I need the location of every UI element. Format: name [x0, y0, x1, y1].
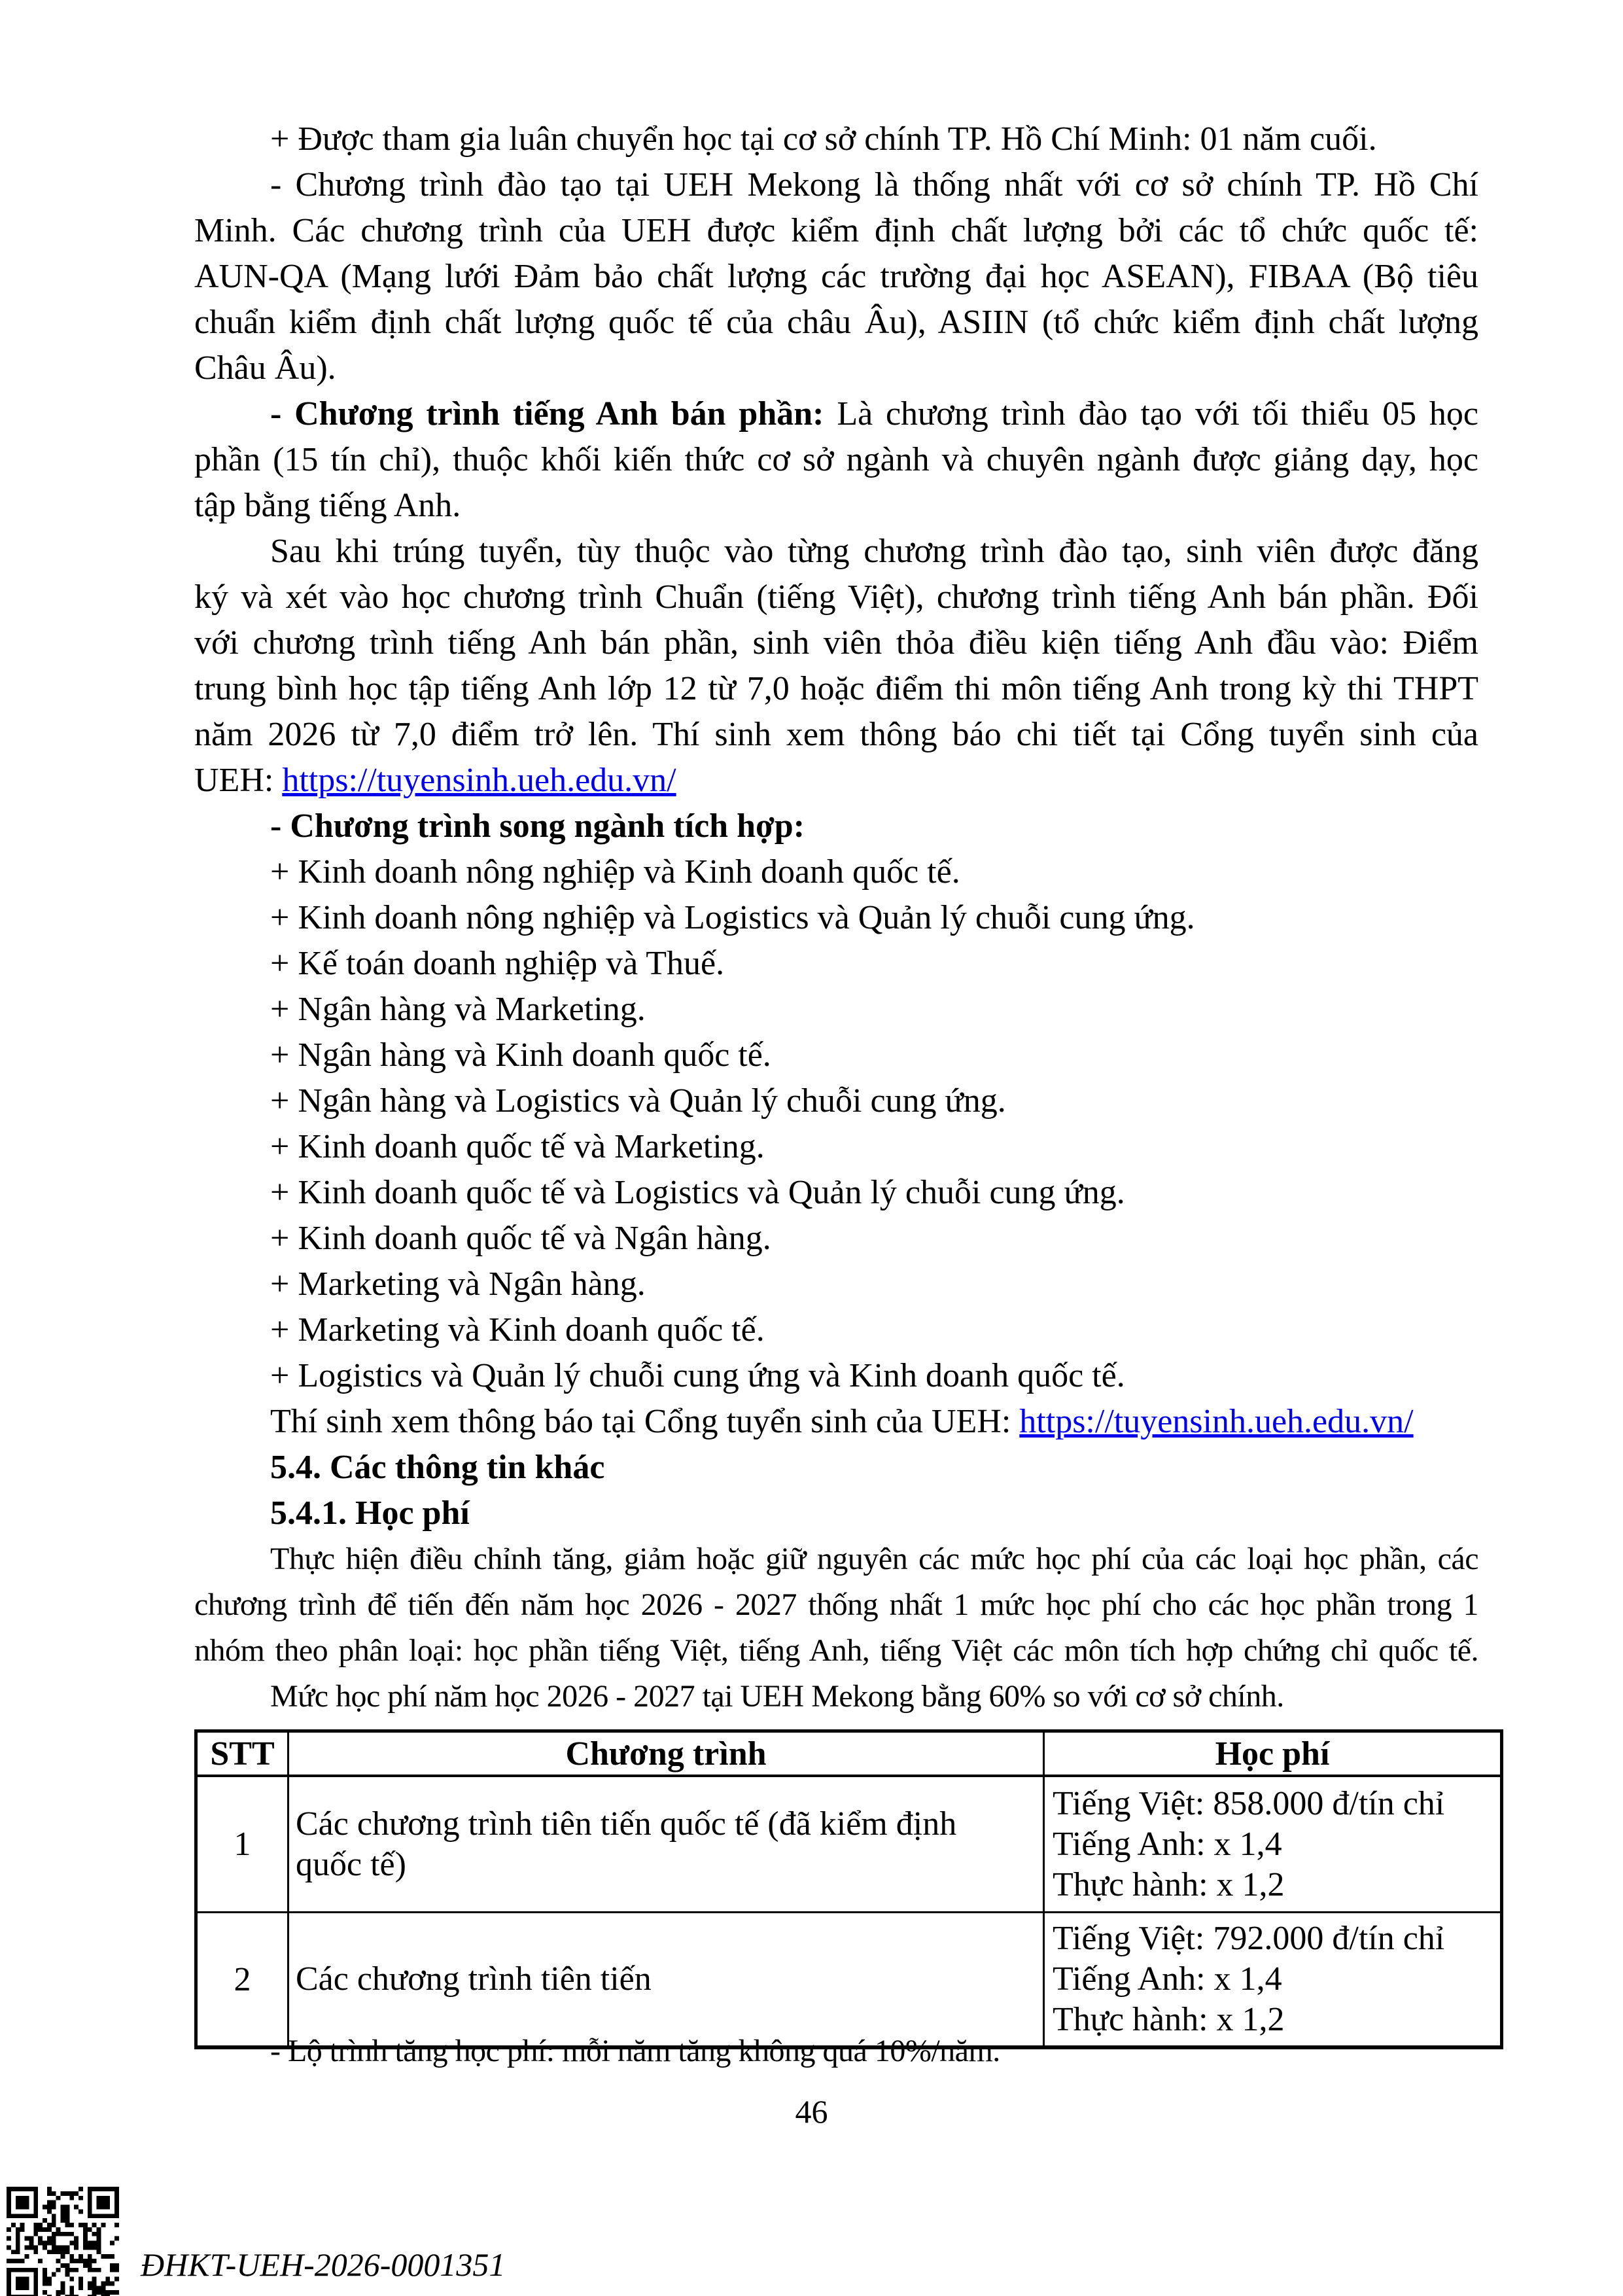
text-segment: Thực hiện điều chỉnh tăng, giảm hoặc giữ nguyên các mức học phí của các loại học phần, các — [270, 1542, 1478, 1576]
text-segment: Châu Âu). — [194, 349, 336, 387]
text-line — [194, 116, 1478, 162]
text-segment: UEH: — [194, 762, 283, 799]
text-line — [194, 254, 1478, 300]
text-segment: + Logistics và Quản lý chuỗi cung ứng và Kinh doanh quốc tế. — [270, 1357, 1125, 1394]
table-row — [196, 1776, 1502, 1913]
text-segment: + Ngân hàng và Marketing. — [270, 991, 646, 1028]
fee-line: Tiếng Việt: 792.000 đ/tín chỉ — [1053, 1920, 1445, 1957]
cell-stt: 2 — [196, 1913, 288, 2048]
page-number: 46 — [795, 2093, 828, 2130]
text-segment: nhóm theo phân loại: học phần tiếng Việt, tiếng Anh, tiếng Việt các môn tích hợp chứng chỉ quốc tế. — [194, 1633, 1478, 1668]
tuition-table-body — [196, 1776, 1502, 2047]
text-segment: Minh. Các chương trình của UEH được kiểm định chất lượng bởi các tổ chức quốc tế: — [194, 212, 1478, 249]
text-line — [194, 987, 1478, 1033]
cell-fees — [1044, 1913, 1502, 2048]
table-header-row — [196, 1731, 1502, 1776]
text-line — [194, 1628, 1478, 1674]
cell-program: Các chương trình tiên tiến quốc tế (đã kiểm định quốc tế) — [288, 1776, 1044, 1913]
text-line — [194, 895, 1478, 941]
text-segment: với chương trình tiếng Anh bán phần, sinh viên thỏa điều kiện tiếng Anh đầu vào: Điểm — [194, 624, 1478, 662]
text-segment: + Marketing và Ngân hàng. — [270, 1265, 646, 1303]
text-segment: + Kế toán doanh nghiệp và Thuế. — [270, 945, 725, 982]
text-segment: chương trình để tiến đến năm học 2026 - 2027 thống nhất 1 mức học phí cho các học phần trong 1 — [194, 1587, 1478, 1622]
text-segment: Mức học phí năm học 2026 - 2027 tại UEH Mekong bằng 60% so với cơ sở chính. — [270, 1679, 1284, 1714]
text-segment: + Marketing và Kinh doanh quốc tế. — [270, 1311, 765, 1349]
table-row — [196, 1913, 1502, 2048]
text-line — [194, 1674, 1478, 1720]
text-segment: + Kinh doanh nông nghiệp và Logistics và Quản lý chuỗi cung ứng. — [270, 899, 1195, 936]
text-line — [194, 208, 1478, 254]
cell-program: Các chương trình tiên tiến — [288, 1913, 1044, 2048]
cell-stt: 1 — [196, 1776, 288, 1913]
text-line — [194, 1353, 1478, 1399]
text-segment: - Chương trình song ngành tích hợp: — [270, 807, 805, 845]
text-line — [194, 758, 1478, 804]
text-segment: + Kinh doanh nông nghiệp và Kinh doanh quốc tế. — [270, 853, 960, 891]
text-line — [194, 345, 1478, 391]
text-line — [194, 1124, 1478, 1170]
fee-line: Tiếng Anh: x 1,4 — [1053, 1825, 1282, 1863]
text-segment: Thí sinh xem thông báo tại Cổng tuyển sinh của UEH: — [270, 1403, 1020, 1440]
text-segment: chuẩn kiểm định chất lượng quốc tế của châu Âu), ASIIN (tổ chức kiểm định chất lượng — [194, 304, 1478, 341]
text-line — [194, 1307, 1478, 1353]
text-line — [194, 1078, 1478, 1124]
text-line — [194, 1491, 1478, 1536]
text-line — [194, 1262, 1478, 1307]
text-segment: Là chương trình đào tạo với tối thiểu 05 học — [824, 395, 1478, 433]
text-segment: + Được tham gia luân chuyển học tại cơ sở chính TP. Hồ Chí Minh: 01 năm cuối. — [270, 120, 1377, 158]
document-body — [194, 116, 1478, 1720]
text-line — [194, 1216, 1478, 1262]
text-line — [194, 804, 1478, 849]
fee-line: Thực hành: x 1,2 — [1053, 2001, 1285, 2038]
fee-line: Tiếng Việt: 858.000 đ/tín chỉ — [1053, 1784, 1445, 1822]
cell-fees — [1044, 1776, 1502, 1913]
footer-document-code: ĐHKT-UEH-2026-0001351 — [141, 2246, 506, 2283]
text-line — [194, 1170, 1478, 1216]
text-line — [194, 162, 1478, 208]
text-segment: - Chương trình đào tạo tại UEH Mekong là thống nhất với cơ sở chính TP. Hồ Chí — [270, 166, 1478, 203]
table-header-stt: STT — [196, 1731, 288, 1776]
text-segment: tập bằng tiếng Anh. — [194, 487, 461, 524]
text-line — [194, 620, 1478, 666]
text-segment: AUN-QA (Mạng lưới Đảm bảo chất lượng các trường đại học ASEAN), FIBAA (Bộ tiêu — [194, 258, 1478, 295]
qr-code — [7, 2187, 119, 2296]
tuition-table — [194, 1729, 1503, 2049]
text-line — [194, 666, 1478, 712]
text-line — [194, 941, 1478, 987]
text-segment: + Kinh doanh quốc tế và Ngân hàng. — [270, 1220, 771, 1257]
text-segment: + Kinh doanh quốc tế và Logistics và Quản lý chuỗi cung ứng. — [270, 1174, 1125, 1211]
text-segment: phần (15 tín chỉ), thuộc khối kiến thức cơ sở ngành và chuyên ngành được giảng dạy, học — [194, 441, 1478, 478]
text-line — [194, 1536, 1478, 1582]
fee-line: Tiếng Anh: x 1,4 — [1053, 1960, 1282, 1998]
text-segment: Sau khi trúng tuyển, tùy thuộc vào từng chương trình đào tạo, sinh viên được đăng — [270, 533, 1478, 570]
tuyensinh-link[interactable]: https://tuyensinh.ueh.edu.vn/ — [1019, 1403, 1414, 1440]
fee-line: Thực hành: x 1,2 — [1053, 1865, 1285, 1903]
text-segment: trung bình học tập tiếng Anh lớp 12 từ 7,0 hoặc điểm thi môn tiếng Anh trong kỳ thi THPT — [194, 670, 1478, 707]
text-line — [194, 300, 1478, 345]
text-segment: + Kinh doanh quốc tế và Marketing. — [270, 1128, 765, 1165]
text-line — [194, 574, 1478, 620]
text-line — [194, 1445, 1478, 1491]
tuyensinh-link[interactable]: https://tuyensinh.ueh.edu.vn/ — [282, 762, 676, 799]
text-line — [194, 712, 1478, 758]
table-header-fee: Học phí — [1044, 1731, 1502, 1776]
text-segment: - Chương trình tiếng Anh bán phần: — [270, 395, 824, 433]
text-line — [194, 437, 1478, 483]
text-line — [194, 529, 1478, 574]
text-segment: + Ngân hàng và Logistics và Quản lý chuỗi cung ứng. — [270, 1082, 1006, 1120]
text-line — [194, 1399, 1478, 1445]
text-segment: ký và xét vào học chương trình Chuẩn (tiếng Việt), chương trình tiếng Anh bán phần. Đối — [194, 578, 1478, 616]
text-line — [194, 1033, 1478, 1078]
table-header-program: Chương trình — [288, 1731, 1044, 1776]
text-segment: 5.4. Các thông tin khác — [270, 1449, 605, 1486]
text-segment: năm 2026 từ 7,0 điểm trở lên. Thí sinh xem thông báo chi tiết tại Cổng tuyển sinh của — [194, 716, 1478, 753]
text-line — [194, 1582, 1478, 1628]
text-segment: 5.4.1. Học phí — [270, 1494, 470, 1532]
tuition-note: - Lộ trình tăng học phí: mỗi năm tăng không quá 10%/năm. — [270, 2034, 1000, 2068]
text-line — [194, 483, 1478, 529]
text-segment: + Ngân hàng và Kinh doanh quốc tế. — [270, 1036, 771, 1074]
text-line — [194, 391, 1478, 437]
tuition-table-head — [196, 1731, 1502, 1776]
text-line — [194, 849, 1478, 895]
